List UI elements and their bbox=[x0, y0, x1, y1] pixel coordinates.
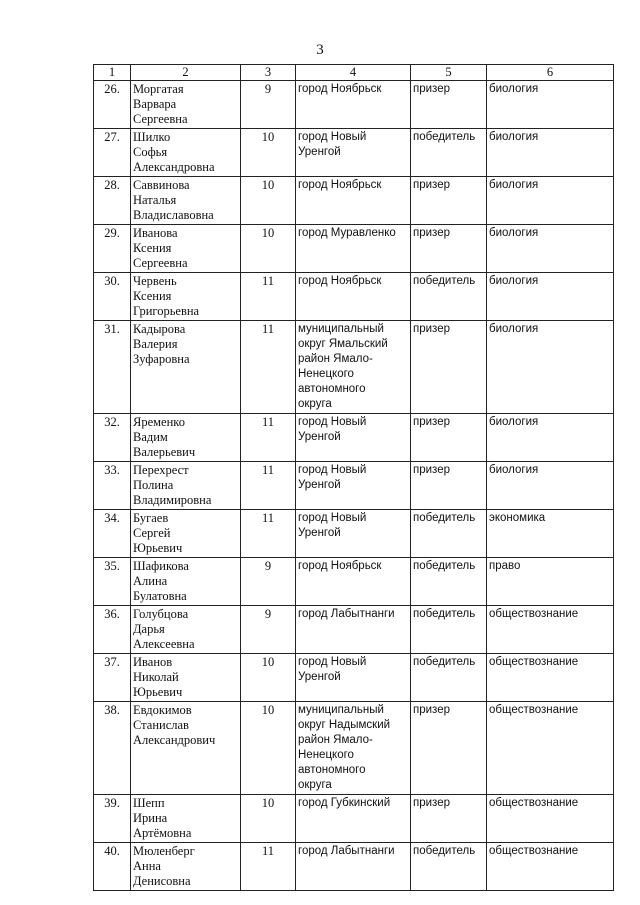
grade-cell: 10 bbox=[241, 225, 296, 273]
municipality-line: город Ноябрьск bbox=[298, 560, 382, 572]
name-part: Шилко bbox=[133, 130, 171, 144]
row-number: 34. bbox=[94, 510, 131, 558]
municipality-cell bbox=[296, 321, 411, 414]
name-part: Алина bbox=[133, 574, 168, 588]
column-header: 5 bbox=[411, 65, 487, 81]
table-row bbox=[94, 702, 614, 795]
name-part: Ксения bbox=[133, 289, 172, 303]
municipality-line: город Новый bbox=[298, 416, 367, 428]
name-part: Шафикова bbox=[133, 559, 189, 573]
name-part: Александровна bbox=[133, 160, 215, 174]
municipality-line: автономного bbox=[298, 764, 366, 776]
status-cell: призер bbox=[411, 702, 487, 795]
participant-name bbox=[131, 321, 241, 414]
name-part: Зуфаровна bbox=[133, 352, 190, 366]
status-cell: победитель bbox=[411, 558, 487, 606]
subject-cell: биология bbox=[487, 462, 614, 510]
municipality-cell bbox=[296, 558, 411, 606]
status-cell: победитель bbox=[411, 129, 487, 177]
table-row bbox=[94, 321, 614, 414]
subject-cell: обществознание bbox=[487, 654, 614, 702]
name-part: Иванов bbox=[133, 655, 173, 669]
grade-cell: 11 bbox=[241, 510, 296, 558]
name-part: Алексеевна bbox=[133, 637, 195, 651]
status-cell: победитель bbox=[411, 606, 487, 654]
grade-cell: 9 bbox=[241, 558, 296, 606]
table-row bbox=[94, 843, 614, 891]
table-row bbox=[94, 273, 614, 321]
municipality-line: муниципальный bbox=[298, 323, 384, 335]
status-cell: призер bbox=[411, 225, 487, 273]
table-row bbox=[94, 129, 614, 177]
participant-name bbox=[131, 510, 241, 558]
row-number: 33. bbox=[94, 462, 131, 510]
name-part: Юрьевич bbox=[133, 541, 183, 555]
participant-name bbox=[131, 654, 241, 702]
status-cell: призер bbox=[411, 414, 487, 462]
name-part: Червень bbox=[133, 274, 177, 288]
participant-name bbox=[131, 795, 241, 843]
subject-cell: право bbox=[487, 558, 614, 606]
name-part: Ирина bbox=[133, 811, 168, 825]
name-part: Мюленберг bbox=[133, 844, 195, 858]
municipality-line: город Новый bbox=[298, 131, 367, 143]
status-cell: призер bbox=[411, 177, 487, 225]
municipality-cell bbox=[296, 81, 411, 129]
municipality-cell bbox=[296, 606, 411, 654]
name-part: Вадим bbox=[133, 430, 168, 444]
municipality-line: Уренгой bbox=[298, 146, 341, 158]
table-body bbox=[94, 81, 614, 891]
participant-name bbox=[131, 273, 241, 321]
municipality-line: Уренгой bbox=[298, 431, 341, 443]
subject-cell: биология bbox=[487, 273, 614, 321]
municipality-line: город Новый bbox=[298, 512, 367, 524]
municipality-line: Ненецкого bbox=[298, 368, 354, 380]
name-part: Сергеевна bbox=[133, 256, 188, 270]
column-number-row bbox=[94, 65, 614, 81]
municipality-cell bbox=[296, 654, 411, 702]
subject-cell: биология bbox=[487, 177, 614, 225]
name-part: Александрович bbox=[133, 733, 216, 747]
name-part: Бугаев bbox=[133, 511, 169, 525]
table-row bbox=[94, 795, 614, 843]
participant-name bbox=[131, 129, 241, 177]
grade-cell: 9 bbox=[241, 81, 296, 129]
name-part: Ксения bbox=[133, 241, 172, 255]
row-number: 32. bbox=[94, 414, 131, 462]
grade-cell: 11 bbox=[241, 462, 296, 510]
table-row bbox=[94, 462, 614, 510]
municipality-line: Уренгой bbox=[298, 671, 341, 683]
name-part: Софья bbox=[133, 145, 168, 159]
grade-cell: 11 bbox=[241, 321, 296, 414]
municipality-line: округа bbox=[298, 779, 332, 791]
municipality-line: город Лабытнанги bbox=[298, 608, 395, 620]
name-part: Юрьевич bbox=[133, 685, 183, 699]
name-part: Станислав bbox=[133, 718, 189, 732]
column-header: 3 bbox=[241, 65, 296, 81]
subject-cell: биология bbox=[487, 225, 614, 273]
name-part: Саввинова bbox=[133, 178, 190, 192]
row-number: 38. bbox=[94, 702, 131, 795]
municipality-line: муниципальный bbox=[298, 704, 384, 716]
table-row bbox=[94, 654, 614, 702]
municipality-cell bbox=[296, 702, 411, 795]
name-part: Владимировна bbox=[133, 493, 212, 507]
participant-name bbox=[131, 81, 241, 129]
table-row bbox=[94, 225, 614, 273]
row-number: 35. bbox=[94, 558, 131, 606]
municipality-cell bbox=[296, 225, 411, 273]
name-part: Валерия bbox=[133, 337, 178, 351]
participant-name bbox=[131, 558, 241, 606]
name-part: Моргатая bbox=[133, 82, 184, 96]
municipality-line: район Ямало- bbox=[298, 353, 373, 365]
participant-name bbox=[131, 414, 241, 462]
row-number: 30. bbox=[94, 273, 131, 321]
municipality-cell bbox=[296, 129, 411, 177]
status-cell: победитель bbox=[411, 273, 487, 321]
row-number: 31. bbox=[94, 321, 131, 414]
status-cell: призер bbox=[411, 795, 487, 843]
municipality-line: Уренгой bbox=[298, 527, 341, 539]
name-part: Анна bbox=[133, 859, 161, 873]
municipality-line: автономного bbox=[298, 383, 366, 395]
name-part: Дарья bbox=[133, 622, 165, 636]
row-number: 36. bbox=[94, 606, 131, 654]
table-row bbox=[94, 414, 614, 462]
name-part: Яременко bbox=[133, 415, 185, 429]
column-header: 2 bbox=[131, 65, 241, 81]
name-part: Артёмовна bbox=[133, 826, 192, 840]
grade-cell: 10 bbox=[241, 654, 296, 702]
status-cell: победитель bbox=[411, 510, 487, 558]
municipality-line: округ Ямальский bbox=[298, 338, 388, 350]
name-part: Сергей bbox=[133, 526, 171, 540]
municipality-line: город Новый bbox=[298, 656, 367, 668]
column-header: 1 bbox=[94, 65, 131, 81]
municipality-cell bbox=[296, 273, 411, 321]
municipality-cell bbox=[296, 510, 411, 558]
participant-name bbox=[131, 462, 241, 510]
grade-cell: 10 bbox=[241, 129, 296, 177]
grade-cell: 10 bbox=[241, 702, 296, 795]
participant-name bbox=[131, 225, 241, 273]
name-part: Николай bbox=[133, 670, 179, 684]
participant-name bbox=[131, 843, 241, 891]
table-row bbox=[94, 606, 614, 654]
municipality-line: район Ямало- bbox=[298, 734, 373, 746]
table-row bbox=[94, 81, 614, 129]
status-cell: призер bbox=[411, 462, 487, 510]
row-number: 29. bbox=[94, 225, 131, 273]
row-number: 37. bbox=[94, 654, 131, 702]
name-part: Перехрест bbox=[133, 463, 189, 477]
municipality-line: город Ноябрьск bbox=[298, 83, 382, 95]
table-header bbox=[94, 65, 614, 81]
name-part: Иванова bbox=[133, 226, 178, 240]
municipality-line: округа bbox=[298, 398, 332, 410]
name-part: Денисовна bbox=[133, 874, 191, 888]
name-part: Булатовна bbox=[133, 589, 187, 603]
column-header: 4 bbox=[296, 65, 411, 81]
subject-cell: экономика bbox=[487, 510, 614, 558]
row-number: 39. bbox=[94, 795, 131, 843]
name-part: Голубцова bbox=[133, 607, 189, 621]
subject-cell: биология bbox=[487, 321, 614, 414]
grade-cell: 11 bbox=[241, 843, 296, 891]
subject-cell: биология bbox=[487, 414, 614, 462]
row-number: 27. bbox=[94, 129, 131, 177]
name-part: Варвара bbox=[133, 97, 177, 111]
name-part: Полина bbox=[133, 478, 174, 492]
municipality-line: город Новый bbox=[298, 464, 367, 476]
municipality-cell bbox=[296, 462, 411, 510]
participant-name bbox=[131, 177, 241, 225]
table-row bbox=[94, 177, 614, 225]
status-cell: призер bbox=[411, 81, 487, 129]
subject-cell: биология bbox=[487, 81, 614, 129]
table-row bbox=[94, 510, 614, 558]
grade-cell: 10 bbox=[241, 177, 296, 225]
municipality-line: округ Надымский bbox=[298, 719, 391, 731]
subject-cell: обществознание bbox=[487, 606, 614, 654]
municipality-line: город Муравленко bbox=[298, 227, 396, 239]
status-cell: победитель bbox=[411, 843, 487, 891]
name-part: Валерьевич bbox=[133, 445, 196, 459]
winners-table bbox=[93, 64, 614, 891]
participant-name bbox=[131, 702, 241, 795]
grade-cell: 9 bbox=[241, 606, 296, 654]
municipality-cell bbox=[296, 177, 411, 225]
grade-cell: 11 bbox=[241, 414, 296, 462]
name-part: Сергеевна bbox=[133, 112, 188, 126]
name-part: Кадырова bbox=[133, 322, 186, 336]
municipality-cell bbox=[296, 414, 411, 462]
page-number: 3 bbox=[316, 42, 324, 58]
status-cell: победитель bbox=[411, 654, 487, 702]
municipality-cell bbox=[296, 795, 411, 843]
subject-cell: обществознание bbox=[487, 795, 614, 843]
table-row bbox=[94, 558, 614, 606]
grade-cell: 11 bbox=[241, 273, 296, 321]
status-cell: призер bbox=[411, 321, 487, 414]
column-header: 6 bbox=[487, 65, 614, 81]
subject-cell: обществознание bbox=[487, 843, 614, 891]
municipality-line: Ненецкого bbox=[298, 749, 354, 761]
grade-cell: 10 bbox=[241, 795, 296, 843]
municipality-cell bbox=[296, 843, 411, 891]
subject-cell: биология bbox=[487, 129, 614, 177]
municipality-line: город Лабытнанги bbox=[298, 845, 395, 857]
row-number: 28. bbox=[94, 177, 131, 225]
participant-name bbox=[131, 606, 241, 654]
municipality-line: Уренгой bbox=[298, 479, 341, 491]
subject-cell: обществознание bbox=[487, 702, 614, 795]
name-part: Евдокимов bbox=[133, 703, 192, 717]
municipality-line: город Ноябрьск bbox=[298, 275, 382, 287]
name-part: Владиславовна bbox=[133, 208, 214, 222]
name-part: Наталья bbox=[133, 193, 177, 207]
row-number: 26. bbox=[94, 81, 131, 129]
municipality-line: город Губкинский bbox=[298, 797, 391, 809]
row-number: 40. bbox=[94, 843, 131, 891]
municipality-line: город Ноябрьск bbox=[298, 179, 382, 191]
name-part: Григорьевна bbox=[133, 304, 200, 318]
name-part: Шепп bbox=[133, 796, 165, 810]
